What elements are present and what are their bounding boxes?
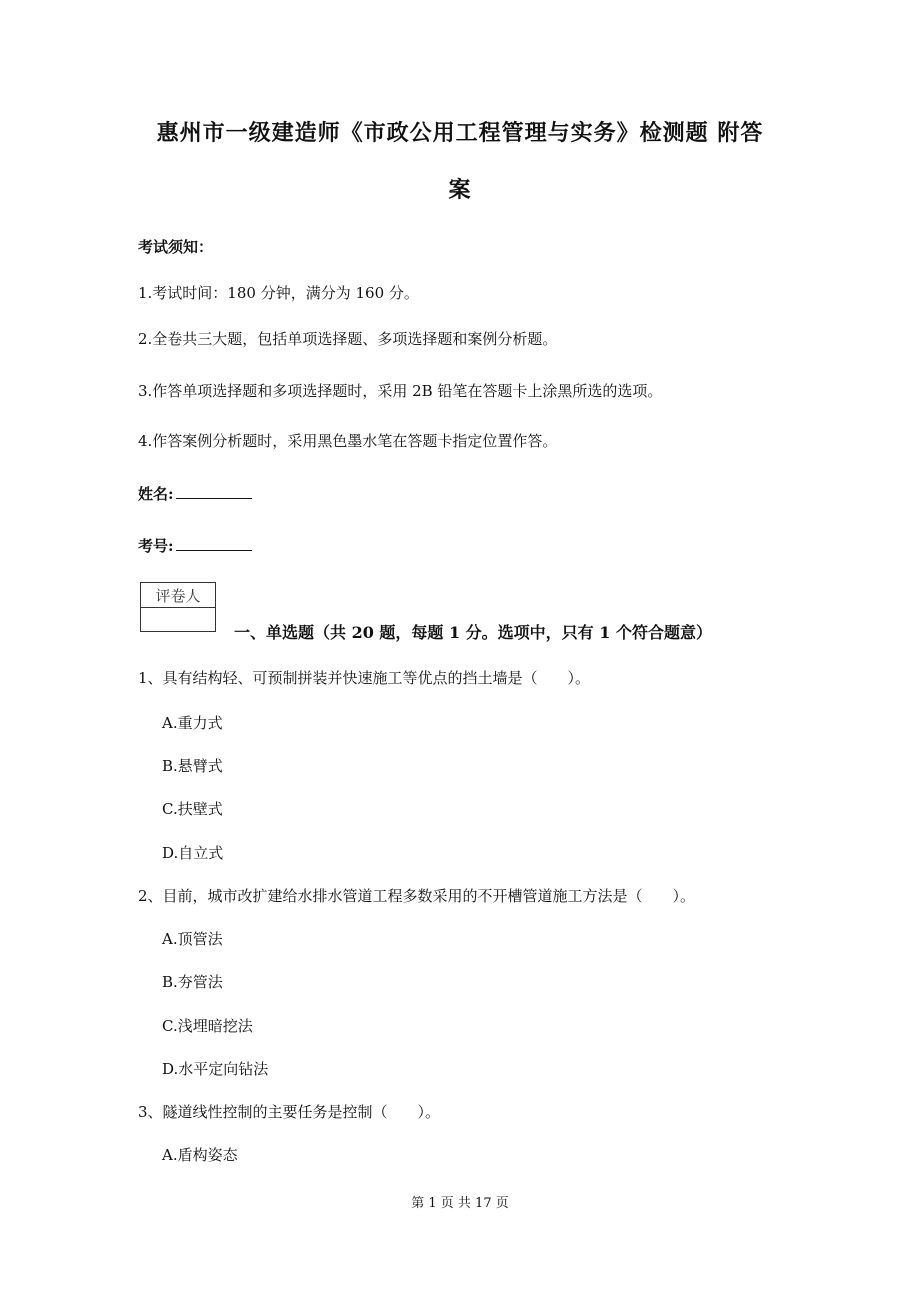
question-option: A.重力式	[162, 714, 223, 732]
grader-label: 评卷人	[155, 587, 201, 605]
exam-id-field[interactable]	[138, 535, 252, 556]
question-option: A.盾构姿态	[162, 1146, 238, 1164]
section-title: 一、单选题（共 20 题，每题 1 分。选项中，只有 1 个符合题意）	[234, 623, 712, 642]
question-stem: 1、具有结构轻、可预制拼装并快速施工等优点的挡土墙是（ ）。	[138, 669, 591, 687]
notice-item: 4.作答案例分析题时，采用黑色墨水笔在答题卡指定位置作答。	[138, 432, 558, 450]
question-option: D.水平定向钻法	[162, 1060, 269, 1078]
grader-box	[140, 582, 216, 632]
exam-id-blank-line[interactable]	[176, 536, 252, 551]
grader-box-divider	[141, 607, 215, 608]
page-title-line-2: 案	[448, 177, 472, 203]
question-option: B.夯管法	[162, 973, 223, 991]
question-stem: 3、隧道线性控制的主要任务是控制（ ）。	[138, 1103, 441, 1121]
exam-id-label: 考号:	[138, 537, 174, 555]
question-stem: 2、目前，城市改扩建给水排水管道工程多数采用的不开槽管道施工方法是（ ）。	[138, 887, 696, 905]
question-option: C.浅埋暗挖法	[162, 1017, 253, 1035]
notice-item: 3.作答单项选择题和多项选择题时，采用 2B 铅笔在答题卡上涂黑所选的选项。	[138, 382, 663, 400]
notice-heading: 考试须知：	[138, 238, 214, 256]
name-blank-line[interactable]	[176, 484, 252, 499]
question-option: A.顶管法	[162, 930, 223, 948]
page-footer: 第 1 页 共 17 页	[411, 1196, 509, 1211]
question-option: C.扶壁式	[162, 800, 223, 818]
name-label: 姓名:	[138, 485, 174, 503]
page-title-line-1: 惠州市一级建造师《市政公用工程管理与实务》检测题 附答	[156, 120, 764, 146]
question-option: B.悬臂式	[162, 757, 223, 775]
name-field[interactable]	[138, 483, 252, 504]
notice-item: 1.考试时间：180 分钟，满分为 160 分。	[138, 284, 419, 302]
question-option: D.自立式	[162, 844, 224, 862]
notice-item: 2.全卷共三大题，包括单项选择题、多项选择题和案例分析题。	[138, 330, 558, 348]
